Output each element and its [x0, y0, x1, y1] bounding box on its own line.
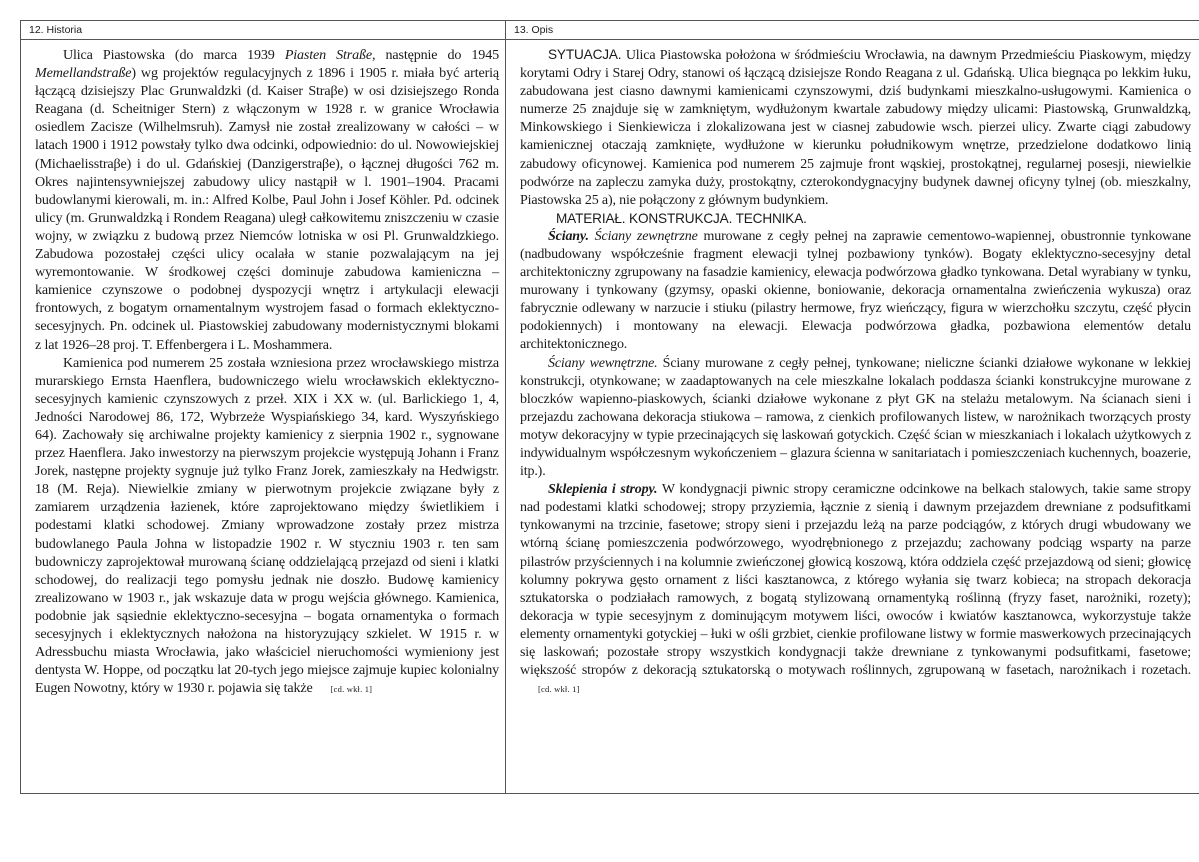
- vaults-heading: Sklepienia i stropy.: [548, 482, 658, 498]
- inner-walls-text: Ściany murowane z cegły pełnej, tynkowane; nieliczne ścianki działowe wykonane w lekkiej konstrukcji, otynkowane; w zaadaptowanych na cele mieszkalne lokalach poddasza ścianki konstrukcyjne murowane z bloczków wapienno-piaskowych, ścianki działowe wykonane z płyt GK na stelażu metalowym. Na ścianach sieni i przejazdu zachowana dekoracja stiukowa – ramowa, z cienkich profilowanych listew, w narożnikach tworzących prosty motyw dekoracyjny w typie przecinających się laskowań gotyckich. Część ścian w mieszkaniach i lokalach użytkowych z indywidualnym współczesnym wykończeniem – glazura ścienna w sanitariatach i pomieszczeniach kuchennych, boazerie, itp.).: [520, 355, 1191, 480]
- vaults-text: W kondygnacji piwnic stropy ceramiczne odcinkowe na belkach stalowych, takie same stropy nad podestami klatki schodowej; stropy przyziemia, łącznie z sienią i dawnym przejazdem drewniane z podsufitkami tynkowanymi na trzcinie, fasetowe; stropy sieni i przejazdu leżą na parze podciągów, z których drugi wbudowany we wtórną ścianę pomieszczenia podwórzowego, wyodrębnionego z przejazdu; zachowany podciąg wsparty na parze pilastrów przyściennych i na kolumnie zwieńczonej głowicą koszową, która oddziela część przejazdową od sieni; głowicę kolumny pokrywa gęsto ornament z liści kasztanowca, z którego wyłania się twarz kobieca; na stropach dekoracja sztukatorska o podziałach ramowych, z bogatą stylizowaną ornamentyką roślinną (fryzy faset, narożniki, rozety); dekoracja w typie secesyjnym z dominującym motywem liści, owoców i kwiatów kasztanowca, wykorzystuje także elementy ornamentyki gotyckiej – łuki w ośli grzbiet, cienkie profilowane listwy w formie maswerkowych przecinających się laskowań; pozostałe stropy wszystkich kondygnacji także drewniane z tynkowanymi podsufitkami, fasetowe; większość stropów z dekoracją sztukatorską o motywach roślinnych, zgrupowaną w fasetach, narożnikach i rozetach.: [520, 482, 1191, 679]
- inner-walls-paragraph: [520, 355, 1191, 482]
- history-column: [21, 21, 506, 793]
- material-heading: MATERIAŁ. KONSTRUKCJA. TECHNIKA.: [556, 210, 807, 226]
- inner-walls-label: Ściany wewnętrzne.: [548, 355, 658, 371]
- walls-heading: Ściany.: [548, 228, 589, 244]
- history-p1-text-c: ) wg projektów regulacyjnych z 1896 i 1905 r. miała być arterią łączącą dzisiejszy Plac Grunwaldzki (d. Kaiser Straβe) w osi dzisiejszego Ronda Reagana (d. Scheitniger Stern) z włączonym w 1928 r. w granice Wrocławia osiedlem Zacisze (Wilhelmsruh). Zamysł nie został zrealizowany w całości – w latach 1900 i 1912 powstały tylko dwa odcinki, odpowiednio: do ul. Nowowiejskiej (Michaelisstraβe) i do ul. Gdańskiej (Danzigerstraβe), o łącznej długości 762 m. Okres najintensywniejszej zabudowy ulicy nastąpił w l. 1901–1904. Pracami budowlanymi kierowali, m. in.: Alfred Kolbe, Paul John i Josef Köhler. Pd. odcinek ulicy (m. Grunwaldzką i Rondem Reagana) uległ całkowitemu zniszczeniu w czasie wojny, w związku z budową przez Niemców lotniska w osi Pl. Grunwaldzkiego. Zabudowa pozostałej części ulicy ocalała w stanie pozwalającym na jej wyremontowanie. W środkowej części dominuje zabudowa kamieniczna – kamienice czynszowe o podobnej dyspozycji wnętrz i artykulacji elewacji frontowych, z bogatym ornamentalnym wystrojem fasad o formach eklektyczno-secesyjnych. Pn. odcinek ul. Piastowskiej zabudowany modernistycznymi blokami z lat 1926–28 proj. T. Effenbergera i L. Moshammera.: [35, 65, 499, 353]
- history-header: 12. Historia: [21, 21, 505, 40]
- description-column: [506, 21, 1199, 793]
- situation-heading: SYTUACJA.: [548, 47, 622, 62]
- history-p1-text-a: Ulica Piastowska (do marca 1939: [63, 47, 285, 63]
- vaults-paragraph: [520, 481, 1191, 698]
- history-p1-text-b: następnie do 1945: [375, 47, 499, 63]
- walls-text: murowane z cegły pełnej na zaprawie cementowo-wapiennej, obustronnie tynkowane (nadbudowany współcześnie fragment elewacji tylnej pozbawiony tynków). Bogaty eklektyczno-secesyjny detal architektoniczny zgrupowany na fasadzie kamienicy, elewacja podwórzowa gładko tynkowana. Detal wyrabiany w tynku, murowany i tynkowany (gzymsy, opaski okienne, boniowanie, dekoracja ornamentalna zwieńczenia wykusza) oraz fabrycznie odlewany w narzucie i stiuku (pilastry hermowe, fryz wieńczący, figura w wierzchołku szczytu, część płycin podokiennych) i montowany na elewacji. Elewacja podwórzowa gładka, pozbawiona elementów detalu architektonicznego.: [520, 228, 1191, 353]
- description-body: [506, 40, 1199, 698]
- history-p2-text: Kamienica pod numerem 25 została wzniesiona przez wrocławskiego mistrza murarskiego Ernsta Haenflera, budowniczego wielu wrocławskich eklektyczno-secesyjnych kamienic czynszowych z przeł. XIX i XX w. (ul. Barlickiego 1, 4, Jedności Narodowej 86, 172, Wybrzeże Wyspiańskiego 34, kard. Wyszyńskiego 64). Zachowały się archiwalne projekty kamienicy z sierpnia 1902 r., sygnowane przez Haenflera. Jako inwestorzy na pierwszym projekcie występują Johann i Franz Jorek, następne projekty sygnuje już tylko Franz Jorek, zamieszkały na Hedwigstr. 18 (M. Reja). Niewielkie zmiany w pierwotnym projekcie związane były z zamiarem urządzenia łazienek, które zaprojektowano między świetlikiem i podestami klatki schodowej. Zmiany wprowadzone zostały przez mistrza budowlanego Paula Johna w listopadzie 1902 r. W styczniu 1903 r. ten sam budowniczy zaprojektował murowaną ścianę oddzielającą przejazd od sieni i klatki schodowej, do realizacji tego pomysłu jednak nie doszło. Budowę kamienicy zrealizowano w 1903 r., jak wskazuje data w progu wejścia głównego. Kamienica, podobnie jak sąsiednie eklektyczno-secesyjna – bogata ornamentyka o formach secesyjnych i eklektycznych nałożona na historyzujący szkielet. W 1915 r. w Adressbuchu miasta Wrocławia, jako właściciel nieruchomości wymieniony jest dentysta W. Hoppe, od początku lat 20-tych jego miejsce zajmuje kupiec kolonialny Eugen Nowotny, który w 1930 r. pojawia się także: [35, 354, 499, 697]
- walls-paragraph: [520, 228, 1191, 355]
- situation-text: Ulica Piastowska położona w śródmieściu Wrocławia, na dawnym Przedmieściu Piaskowym, między korytami Odry i Starej Odry, stanowi oś łączącą dzisiejsze Rondo Reagana z ul. Gdańską. Ulica biegnąca po lekkim łuku, zabudowana jest ciasno dawnymi kamienicami czynszowymi, dziś budynkami mieszkalno-usługowymi. Kamienica o numerze 25 znajduje się w zamkniętym, wydłużonym kwartale zabudowy między ulicami: Piastowską, Grunwaldzką, Minkowskiego i Sienkiewicza i zlokalizowana jest w ciasnej zabudowie wsch. pierzei ulicy. Zwarte ciągi zabudowy kamienicznej otaczają zamknięte, wydłużone w kierunku południkowym wnętrze, przedzielone dodatkowo linią zabudowy oficynowej. Kamienica pod numerem 25 zajmuje front wąskiej, prostokątnej, regularnej posesji, niewielkie podwórze na zapleczu zamyka duży, prostokątny, czterokondygnacyjny budynek dawnej oficyny tylnej (ob. mieszkalny, Piastowska 25 a), nie połączony z głównym budynkiem.: [520, 48, 1191, 208]
- history-p1-italic-a: Piasten Straße,: [284, 47, 376, 63]
- form-frame: [20, 20, 1199, 794]
- history-paragraph-2: [35, 354, 499, 699]
- description-header: 13. Opis: [506, 21, 1199, 40]
- continuation-note: [cd. wkł. 1]: [330, 684, 373, 695]
- situation-paragraph: [520, 46, 1191, 210]
- history-paragraph-1: [35, 46, 499, 354]
- continuation-note-right: [cd. wkł. 1]: [538, 684, 580, 695]
- history-p1-italic-b: Memellandstraße: [35, 65, 132, 82]
- outer-walls-label: Ściany zewnętrzne: [594, 228, 698, 244]
- history-body: [21, 40, 505, 698]
